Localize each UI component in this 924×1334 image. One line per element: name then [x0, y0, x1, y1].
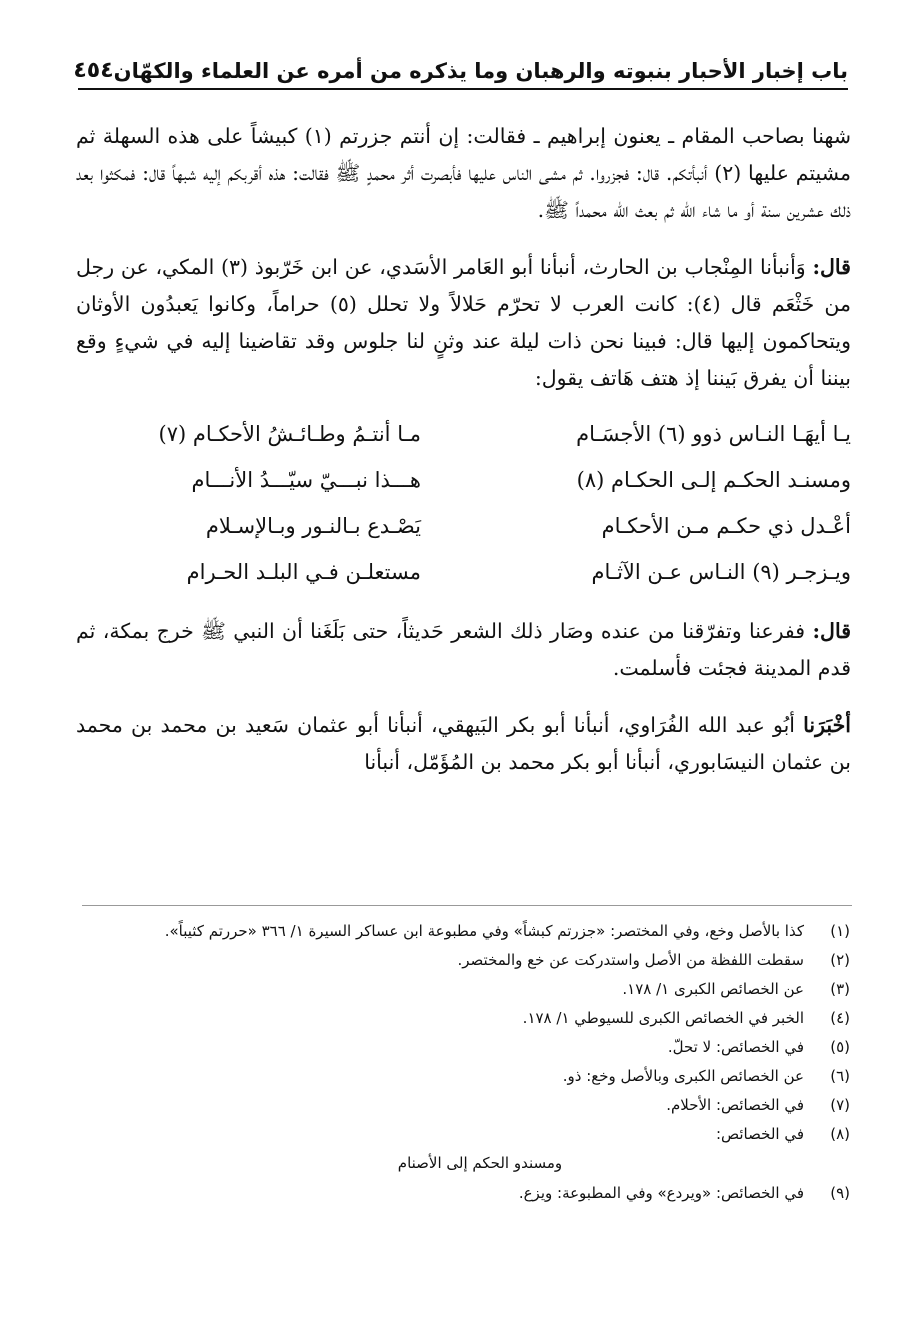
- paragraph-3-lead: قال:: [812, 619, 851, 643]
- footnote-text: في الخصائص: الأحلام.: [666, 1096, 804, 1114]
- footnote-number: (٨): [830, 1125, 850, 1143]
- footnote: [70, 1036, 850, 1058]
- footnote: [70, 1123, 850, 1145]
- poem-hemistich-left: مـا أنتـمُ وطـائـشُ الأحكـام (٧): [158, 421, 421, 446]
- footnote-text: في الخصائص: «ويردع» وفي المطبوعة: ويزع.: [518, 1184, 804, 1202]
- poem-hemistich-right: يـا أيهَـا النـاس ذوو (٦) الأجسَـام: [576, 421, 851, 446]
- chapter-title: باب إخبار الأحبار بنبوته والرهبان وما يذكره من أمره عن العلماء والكهّان: [113, 59, 848, 83]
- paragraph-2-lead: قال:: [812, 255, 851, 279]
- poem-hemistich-left: مستعلـن فـي البلـد الحـرام: [186, 559, 421, 584]
- paragraph-4-lead: أخْبَرَنا: [803, 713, 851, 737]
- poem-hemistich-right: أعْـدل ذي حكـم مـن الأحكـام: [601, 513, 851, 538]
- poem: [76, 411, 851, 595]
- paragraph-4: [76, 707, 851, 781]
- footnote-number: (٣): [830, 980, 850, 998]
- poem-hemistich-left: هـــذا نبـــيّ سيّـــدُ الأنـــام: [191, 467, 421, 492]
- footnote-number: (٦): [830, 1067, 850, 1085]
- main-text: [76, 118, 851, 795]
- footnote: [70, 1007, 850, 1029]
- footnote: [70, 949, 850, 971]
- footnote: [70, 1065, 850, 1087]
- paragraph-2: [76, 249, 851, 397]
- footnotes: [70, 920, 850, 1211]
- paragraph-1: شهنا بصاحب المقام ـ يعنون إبراهيم ـ فقالت: إن أنتم جزرتم (١) كبيشاً على هذه السهلة ثم مشيتم عليها (٢) أنبأتكم. قال: فجزروا. ثم مشى الناس عليها فأبصرت أثر محمدٍ ﷺ فقالت: هذه أقربكم إليه شبهاً قال: فمكثوا بعد ذلك عشرين سنة أو ما شاء الله ثم بعث الله محمداً ﷺ.: [76, 124, 851, 222]
- paragraph-3: [76, 613, 851, 687]
- footnote-text: عن الخصائص الكبرى وبالأصل وخع: ذو.: [562, 1067, 804, 1085]
- poem-hemistich-left: يَصْـدع بـالنـور وبـالإسـلام: [205, 513, 421, 538]
- footnote: [70, 978, 850, 1000]
- footnote-number: (٩): [830, 1184, 850, 1202]
- poem-hemistich-right: ومسنـد الحكـم إلـى الحكـام (٨): [576, 467, 851, 492]
- footnote-number: (٥): [830, 1038, 850, 1056]
- footnote-number: (٤): [830, 1009, 850, 1027]
- footnote-number: (٧): [830, 1096, 850, 1114]
- footnote-text: كذا بالأصل وخع، وفي المختصر: «جزرتم كبشاً» وفي مطبوعة ابن عساكر السيرة ١/ ٣٦٦ «حررتم كثيباً».: [164, 922, 804, 940]
- poem-line: [76, 411, 851, 457]
- footnote-text: في الخصائص: لا تحلّ.: [667, 1038, 804, 1056]
- footnote-number: (٢): [830, 951, 850, 969]
- footnote-text: عن الخصائص الكبرى ١/ ١٧٨.: [622, 980, 804, 998]
- poem-line: [76, 457, 851, 503]
- footnote: [70, 1094, 850, 1116]
- paragraph-4-text: أبُو عبد الله الفُرَاوي، أنبأنا أبو بكر البَيهقي، أنبأنا أبو عثمان سَعيد بن محمد بن محمد بن عثمان النيسَابوري، أنبأنا أبو بكر محمد بن المُؤَمّل، أنبأنا: [76, 713, 851, 774]
- paragraph-3-text: ففرعنا وتفرّقنا من عنده وصَار ذلك الشعر حَديثاً، حتى بَلَغَنا أن النبي ﷺ خرج بمكة، ثم قدم المدينة فجئت فأسلمت.: [76, 619, 851, 680]
- footnote-verse: ومسندو الحكم إلى الأصنام: [397, 1154, 563, 1172]
- running-header: [73, 48, 848, 90]
- footnote: [70, 1182, 850, 1204]
- footnote-text: في الخصائص:: [715, 1125, 804, 1143]
- paragraph-2-text: وَأنبأنا المِنْجاب بن الحارث، أنبأنا أبو العَامر الأسَدي، عن ابن خَرّبوذ (٣) المكي، عن رجل من خَثْعَم قال (٤): كانت العرب لا تحرّم حَلالاً ولا تحلل (٥) حراماً، وكانوا يَعبدُون الأوثان ويتحاكمون إليها قال: فبينا نحن ذات ليلة عند وثنٍ لنا جلوس وقد تقاضينا إليه في شيءٍ وقع بيننا أن يفرق بَيننا إذ هتف هَاتف يقول:: [76, 255, 852, 390]
- footnote-number: (١): [830, 922, 850, 940]
- poem-line: [76, 503, 851, 549]
- poem-hemistich-right: ويـزجـر (٩) النـاس عـن الآثـام: [591, 559, 851, 584]
- page-number: ٤٥٤: [73, 58, 114, 83]
- footnote: [70, 920, 850, 942]
- footnote-text: سقطت اللفظة من الأصل واستدركت عن خع والمختصر.: [457, 951, 804, 969]
- poem-line: [76, 549, 851, 595]
- footnote-text: الخبر في الخصائص الكبرى للسيوطي ١/ ١٧٨.: [522, 1009, 804, 1027]
- footnote-separator: [82, 905, 852, 906]
